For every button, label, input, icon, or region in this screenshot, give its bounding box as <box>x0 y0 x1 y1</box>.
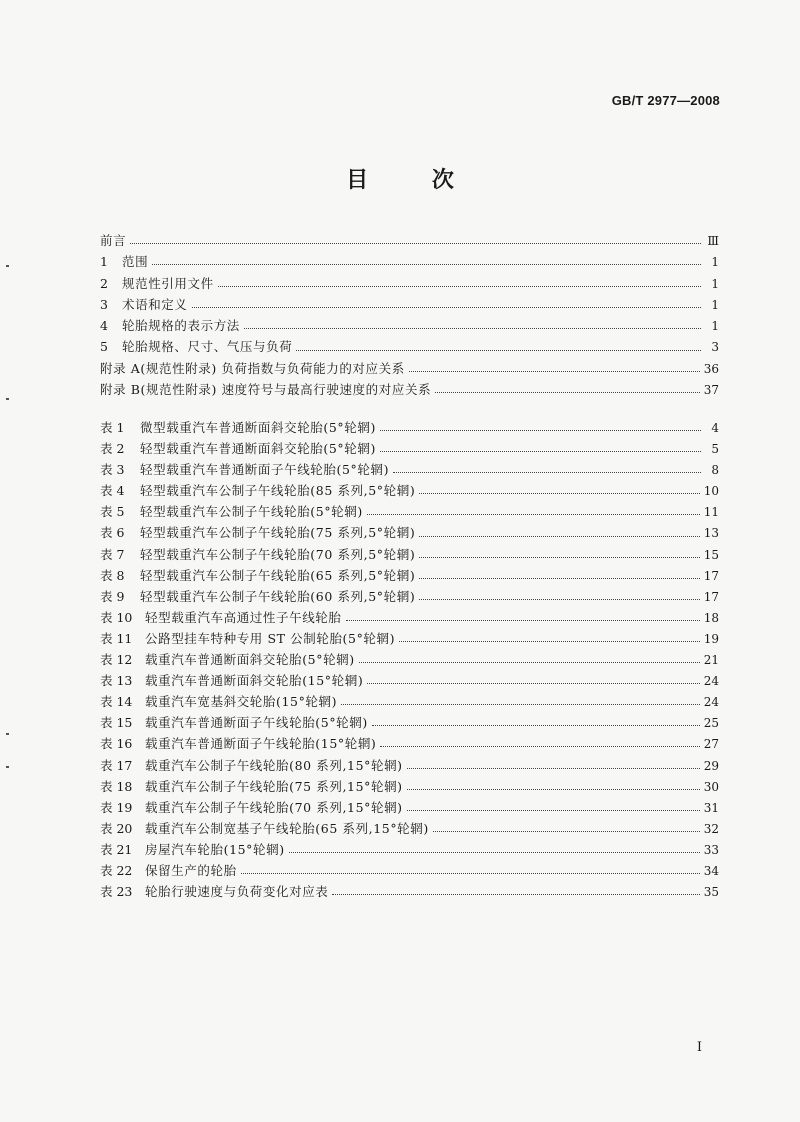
dot-leader <box>152 264 701 265</box>
dot-leader <box>380 430 701 431</box>
toc-entry-page: 30 <box>703 779 719 794</box>
toc-entry-number: 表 16 <box>100 736 133 752</box>
toc-entry-label: 轮胎规格、尺寸、气压与负荷 <box>122 339 293 355</box>
toc-entry-page: 3 <box>711 340 719 355</box>
toc-entry[interactable] <box>100 358 719 379</box>
toc-entry-number: 表 9 <box>100 588 125 604</box>
toc-entry-number: 表 7 <box>100 546 125 562</box>
toc-entry-label: 轻型载重汽车公制子午线轮胎(65 系列,5°轮辋) <box>140 567 416 583</box>
toc-entry-label: 保留生产的轮胎 <box>145 862 237 878</box>
toc-entry-number: 表 1 <box>100 420 125 435</box>
toc-entry[interactable] <box>100 480 719 501</box>
dot-leader <box>218 286 701 287</box>
toc-entry-label: 房屋汽车轮胎(15°轮辋) <box>145 841 285 857</box>
dot-leader <box>409 371 700 372</box>
toc-entry-label: 附录 B(规范性附录) 速度符号与最高行驶速度的对应关系 <box>100 382 432 398</box>
toc-entry-page: 37 <box>703 383 719 398</box>
dot-leader <box>419 557 699 558</box>
scan-margin-mark <box>6 733 9 735</box>
toc-entry-number: 2 <box>100 275 108 291</box>
toc-entry-label: 范围 <box>122 254 149 270</box>
toc-table-list <box>100 417 719 902</box>
toc-entry-label: 轻型载重汽车普通断面子午线轮胎(5°轮辋) <box>140 462 390 478</box>
dot-leader <box>419 536 699 537</box>
toc-entry-number: 表 6 <box>100 525 125 541</box>
dot-leader <box>407 810 700 811</box>
toc-entry[interactable] <box>100 336 719 357</box>
toc-entry-label: 载重汽车普通断面斜交轮胎(15°轮辋) <box>145 673 364 689</box>
scan-margin-mark <box>6 766 9 768</box>
toc-entry[interactable] <box>100 315 719 336</box>
toc-entry[interactable] <box>100 818 719 839</box>
toc-title: 目 次 <box>346 168 482 193</box>
toc-entry-page: 29 <box>703 758 719 773</box>
toc-entry-page: 1 <box>711 255 719 270</box>
toc-entry[interactable] <box>100 733 719 754</box>
dot-leader <box>419 493 699 494</box>
toc-entry-number: 3 <box>100 296 108 312</box>
standard-code: GB/T 2977—2008 <box>611 93 720 108</box>
toc-entry[interactable] <box>100 459 719 480</box>
toc-entry-page: 31 <box>703 800 719 815</box>
toc-entry[interactable] <box>100 544 719 565</box>
toc-entry-number: 表 13 <box>100 673 133 689</box>
toc-entry-number: 表 22 <box>100 862 133 878</box>
toc-entry-page: 33 <box>703 842 719 857</box>
dot-leader <box>419 599 699 600</box>
toc-entry-label: 术语和定义 <box>122 296 188 312</box>
toc-entry[interactable] <box>100 501 719 522</box>
toc-entry[interactable] <box>100 839 719 860</box>
toc-entry-number: 表 3 <box>100 462 125 478</box>
toc-entry-page: Ⅲ <box>707 234 719 248</box>
toc-entry-page: 13 <box>703 526 719 541</box>
dot-leader <box>380 451 701 452</box>
toc-entry-label: 载重汽车公制子午线轮胎(70 系列,15°轮辋) <box>145 799 403 815</box>
dot-leader <box>367 683 699 684</box>
toc-entry-label: 载重汽车公制子午线轮胎(75 系列,15°轮辋) <box>145 778 403 794</box>
toc-entry-page: 32 <box>703 821 719 836</box>
toc-entry-page: 18 <box>703 610 719 625</box>
scan-margin-mark <box>6 398 9 400</box>
toc-entry-number: 表 14 <box>100 694 133 710</box>
toc-entry-number: 表 8 <box>100 567 125 583</box>
toc-entry[interactable] <box>100 755 719 776</box>
dot-leader <box>341 704 700 705</box>
toc-entry-page: 10 <box>703 484 719 499</box>
toc-entry-label: 公路型挂车特种专用 ST 公制轮胎(5°轮辋) <box>145 630 396 646</box>
dot-leader <box>380 746 699 747</box>
toc-entry-page: 21 <box>703 653 719 668</box>
toc-entry-label: 前言 <box>100 233 127 248</box>
toc-entry-page: 17 <box>703 568 719 583</box>
toc-entry-number: 表 10 <box>100 609 133 625</box>
dot-leader <box>130 243 701 244</box>
toc-entry-number: 表 21 <box>100 841 133 857</box>
toc-entry-number: 表 4 <box>100 483 125 499</box>
toc-entry-page: 24 <box>703 674 719 689</box>
toc-entry-number: 表 2 <box>100 441 125 457</box>
toc-entry-label: 载重汽车普通断面子午线轮胎(15°轮辋) <box>145 736 377 752</box>
toc-entry-number: 表 12 <box>100 652 133 668</box>
toc-entry-label: 轻型载重汽车高通过性子午线轮胎 <box>145 609 342 625</box>
toc-entry-label: 轻型载重汽车公制子午线轮胎(85 系列,5°轮辋) <box>140 483 416 499</box>
toc-entry-label: 规范性引用文件 <box>122 275 214 291</box>
toc-entry-label: 轻型载重汽车公制子午线轮胎(75 系列,5°轮辋) <box>140 525 416 541</box>
toc-entry[interactable] <box>100 294 719 315</box>
toc-entry-label: 微型载重汽车普通断面斜交轮胎(5°轮辋) <box>140 420 376 435</box>
dot-leader <box>399 641 700 642</box>
dot-leader <box>346 620 700 621</box>
dot-leader <box>359 662 700 663</box>
toc-main-list <box>100 230 719 400</box>
toc-entry-page: 17 <box>703 589 719 604</box>
dot-leader <box>433 831 700 832</box>
toc-entry-number: 表 11 <box>100 630 133 646</box>
toc-entry-page: 36 <box>703 361 719 376</box>
toc-entry-label: 轮胎行驶速度与负荷变化对应表 <box>145 884 329 900</box>
toc-entry[interactable] <box>100 230 719 251</box>
toc-entry-number: 表 18 <box>100 778 133 794</box>
toc-entry[interactable] <box>100 860 719 881</box>
toc-entry-label: 轮胎规格的表示方法 <box>122 318 240 334</box>
toc-entry-number: 5 <box>100 339 108 355</box>
toc-entry-number: 表 19 <box>100 799 133 815</box>
toc-entry[interactable] <box>100 417 719 438</box>
toc-entry[interactable] <box>100 438 719 459</box>
toc-entry-page: 1 <box>711 276 719 291</box>
toc-entry-label: 载重汽车宽基斜交轮胎(15°轮辋) <box>145 694 338 710</box>
dot-leader <box>289 852 700 853</box>
toc-entry-label: 轻型载重汽车普通断面斜交轮胎(5°轮辋) <box>140 441 376 457</box>
toc-entry[interactable] <box>100 649 719 670</box>
toc-entry-number: 表 5 <box>100 504 125 520</box>
toc-entry-page: 8 <box>711 463 719 478</box>
toc-entry-page: 19 <box>703 631 719 646</box>
dot-leader <box>241 873 700 874</box>
scan-margin-mark <box>6 265 9 267</box>
toc-entry[interactable] <box>100 251 719 272</box>
dot-leader <box>192 307 701 308</box>
toc-entry-label: 载重汽车公制子午线轮胎(80 系列,15°轮辋) <box>145 757 403 773</box>
toc-entry[interactable] <box>100 797 719 818</box>
toc-entry-label: 轻型载重汽车公制子午线轮胎(5°轮辋) <box>140 504 363 520</box>
toc-entry-number: 1 <box>100 254 108 270</box>
toc-entry-number: 表 23 <box>100 884 133 900</box>
toc-entry[interactable] <box>100 776 719 797</box>
dot-leader <box>435 392 700 393</box>
toc-entry[interactable] <box>100 522 719 543</box>
toc-entry[interactable] <box>100 691 719 712</box>
dot-leader <box>244 328 701 329</box>
dot-leader <box>407 789 700 790</box>
toc-entry[interactable] <box>100 712 719 733</box>
toc-entry-label: 载重汽车公制宽基子午线轮胎(65 系列,15°轮辋) <box>145 820 429 836</box>
toc-entry-number: 表 20 <box>100 820 133 836</box>
toc-entry-label: 载重汽车普通断面子午线轮胎(5°轮辋) <box>145 715 368 731</box>
dot-leader <box>372 725 700 726</box>
toc-entry-page: 1 <box>711 297 719 312</box>
toc-entry-label: 附录 A(规范性附录) 负荷指数与负荷能力的对应关系 <box>100 360 405 376</box>
toc-entry[interactable] <box>100 379 719 400</box>
dot-leader <box>419 578 699 579</box>
toc-entry[interactable] <box>100 881 719 902</box>
toc-entry-page: 34 <box>703 863 719 878</box>
toc-entry-page: 24 <box>703 695 719 710</box>
toc-entry-page: 15 <box>703 547 719 562</box>
toc-entry-page: 25 <box>703 716 719 731</box>
toc-entry-page: 1 <box>711 319 719 334</box>
toc-entry-label: 轻型载重汽车公制子午线轮胎(60 系列,5°轮辋) <box>140 588 416 604</box>
toc-entry[interactable] <box>100 565 719 586</box>
toc-entry-label: 轻型载重汽车公制子午线轮胎(70 系列,5°轮辋) <box>140 546 416 562</box>
toc-entry-page: 5 <box>711 442 719 457</box>
toc-entry[interactable] <box>100 670 719 691</box>
toc-entry-number: 表 17 <box>100 757 133 773</box>
page-folio: I <box>696 1040 702 1055</box>
dot-leader <box>367 514 700 515</box>
toc-entry[interactable] <box>100 607 719 628</box>
toc-entry[interactable] <box>100 273 719 294</box>
toc-entry-number: 4 <box>100 318 108 334</box>
toc-entry-label: 载重汽车普通断面斜交轮胎(5°轮辋) <box>145 652 355 668</box>
toc-entry-page: 27 <box>703 737 719 752</box>
toc-entry-page: 35 <box>703 885 719 900</box>
dot-leader <box>393 472 701 473</box>
toc-entry-page: 11 <box>703 505 719 520</box>
dot-leader <box>296 350 701 351</box>
dot-leader <box>332 894 699 895</box>
toc-entry[interactable] <box>100 586 719 607</box>
toc-entry[interactable] <box>100 628 719 649</box>
dot-leader <box>407 768 700 769</box>
toc-entry-page: 4 <box>711 421 719 435</box>
toc-entry-number: 表 15 <box>100 715 133 731</box>
